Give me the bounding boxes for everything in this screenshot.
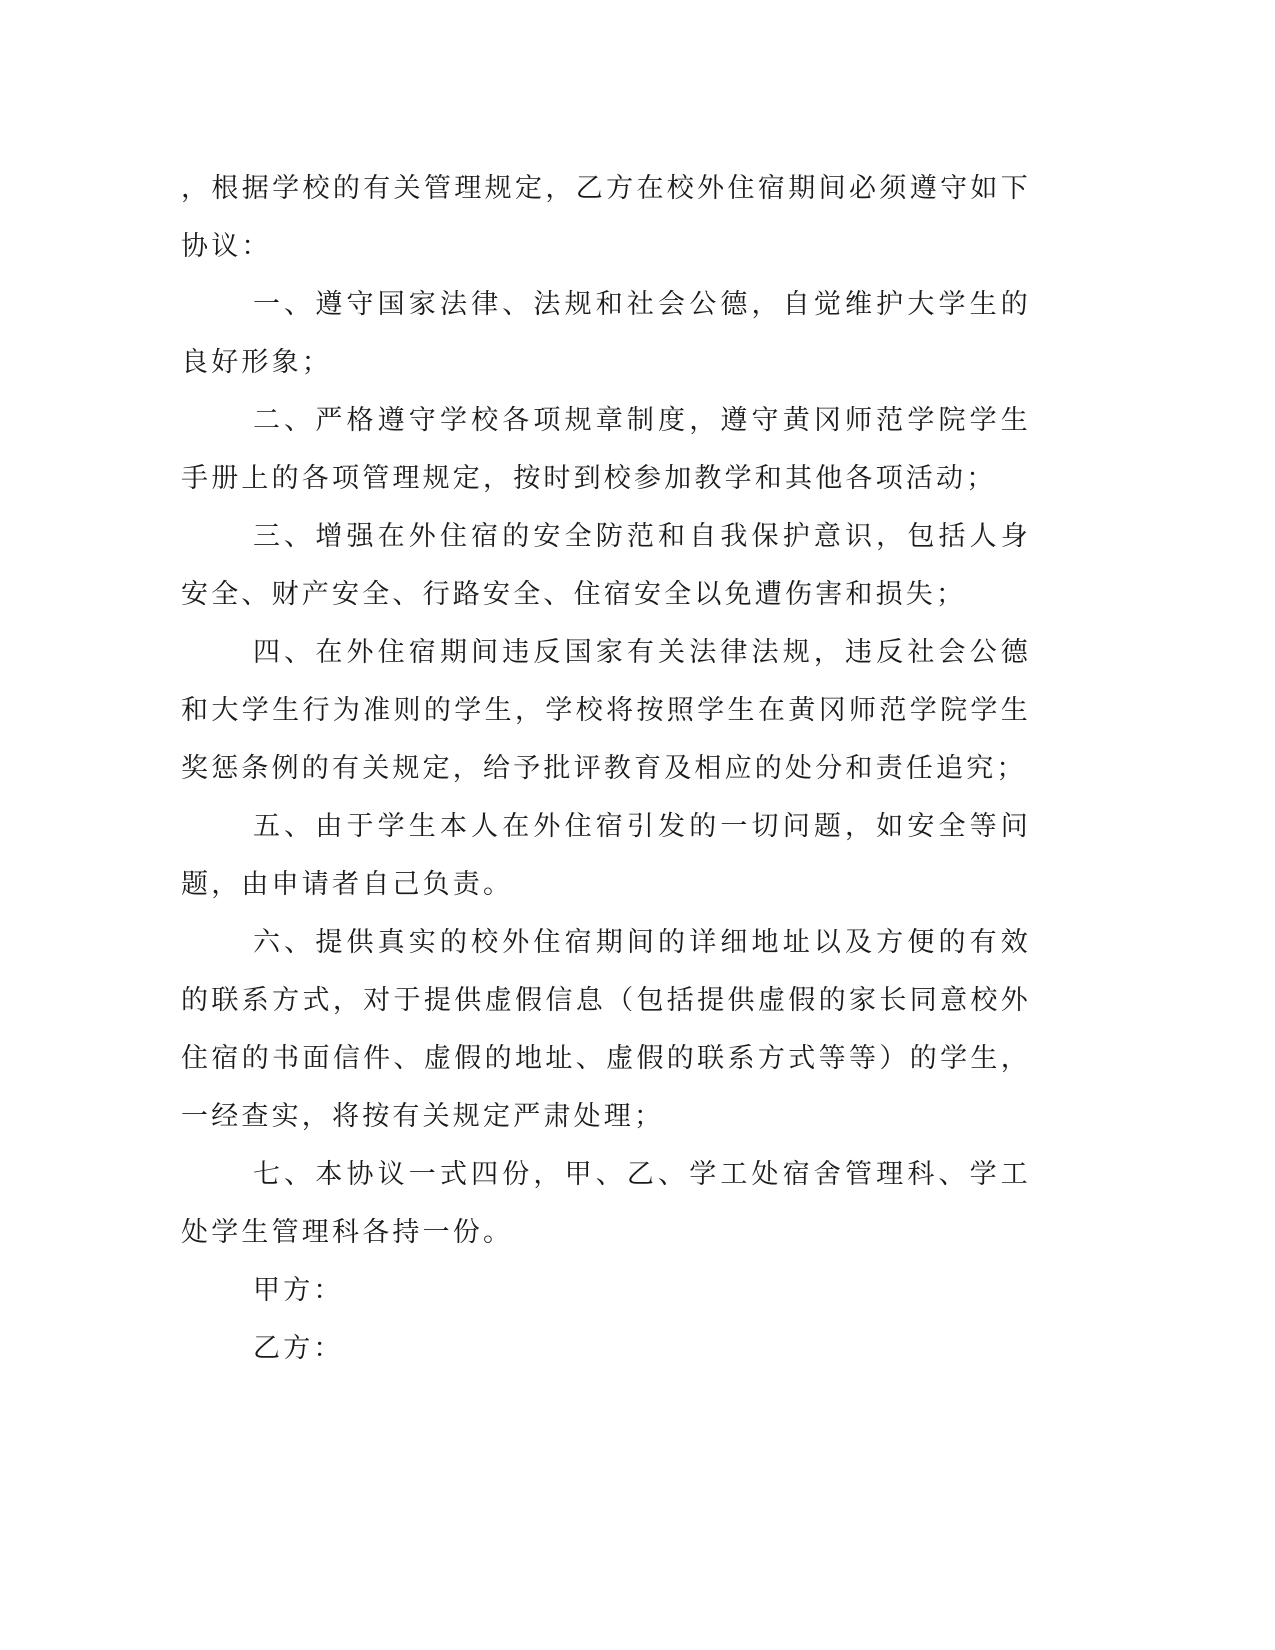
party-a-signature-line: 甲方： [253, 1275, 344, 1306]
clause-2: 二、严格遵守学校各项规章制度，遵守黄冈师范学院学生手册上的各项管理规定，按时到校参加教学和其他各项活动； [181, 405, 1031, 494]
clause-3: 三、增强在外住宿的安全防范和自我保护意识，包括人身安全、财产安全、行路安全、住宿安全以免遭伤害和损失； [181, 521, 1031, 610]
party-b-signature-line: 乙方： [253, 1333, 344, 1364]
clause-4: 四、在外住宿期间违反国家有关法律法规，违反社会公德和大学生行为准则的学生，学校将按照学生在黄冈师范学院学生奖惩条例的有关规定，给予批评教育及相应的处分和责任追究； [181, 637, 1031, 784]
document-page [181, 160, 1031, 1378]
intro-paragraph: ，根据学校的有关管理规定，乙方在校外住宿期间必须遵守如下协议： [181, 173, 1031, 262]
clause-7: 七、本协议一式四份，甲、乙、学工处宿舍管理科、学工处学生管理科各持一份。 [181, 1159, 1031, 1248]
clause-5: 五、由于学生本人在外住宿引发的一切问题，如安全等问题，由申请者自己负责。 [181, 811, 1031, 900]
clause-6: 六、提供真实的校外住宿期间的详细地址以及方便的有效的联系方式，对于提供虚假信息（包括提供虚假的家长同意校外住宿的书面信件、虚假的地址、虚假的联系方式等等）的学生，一经查实，将按有关规定严肃处理； [181, 927, 1031, 1132]
clause-1: 一、遵守国家法律、法规和社会公德，自觉维护大学生的良好形象； [181, 289, 1031, 378]
